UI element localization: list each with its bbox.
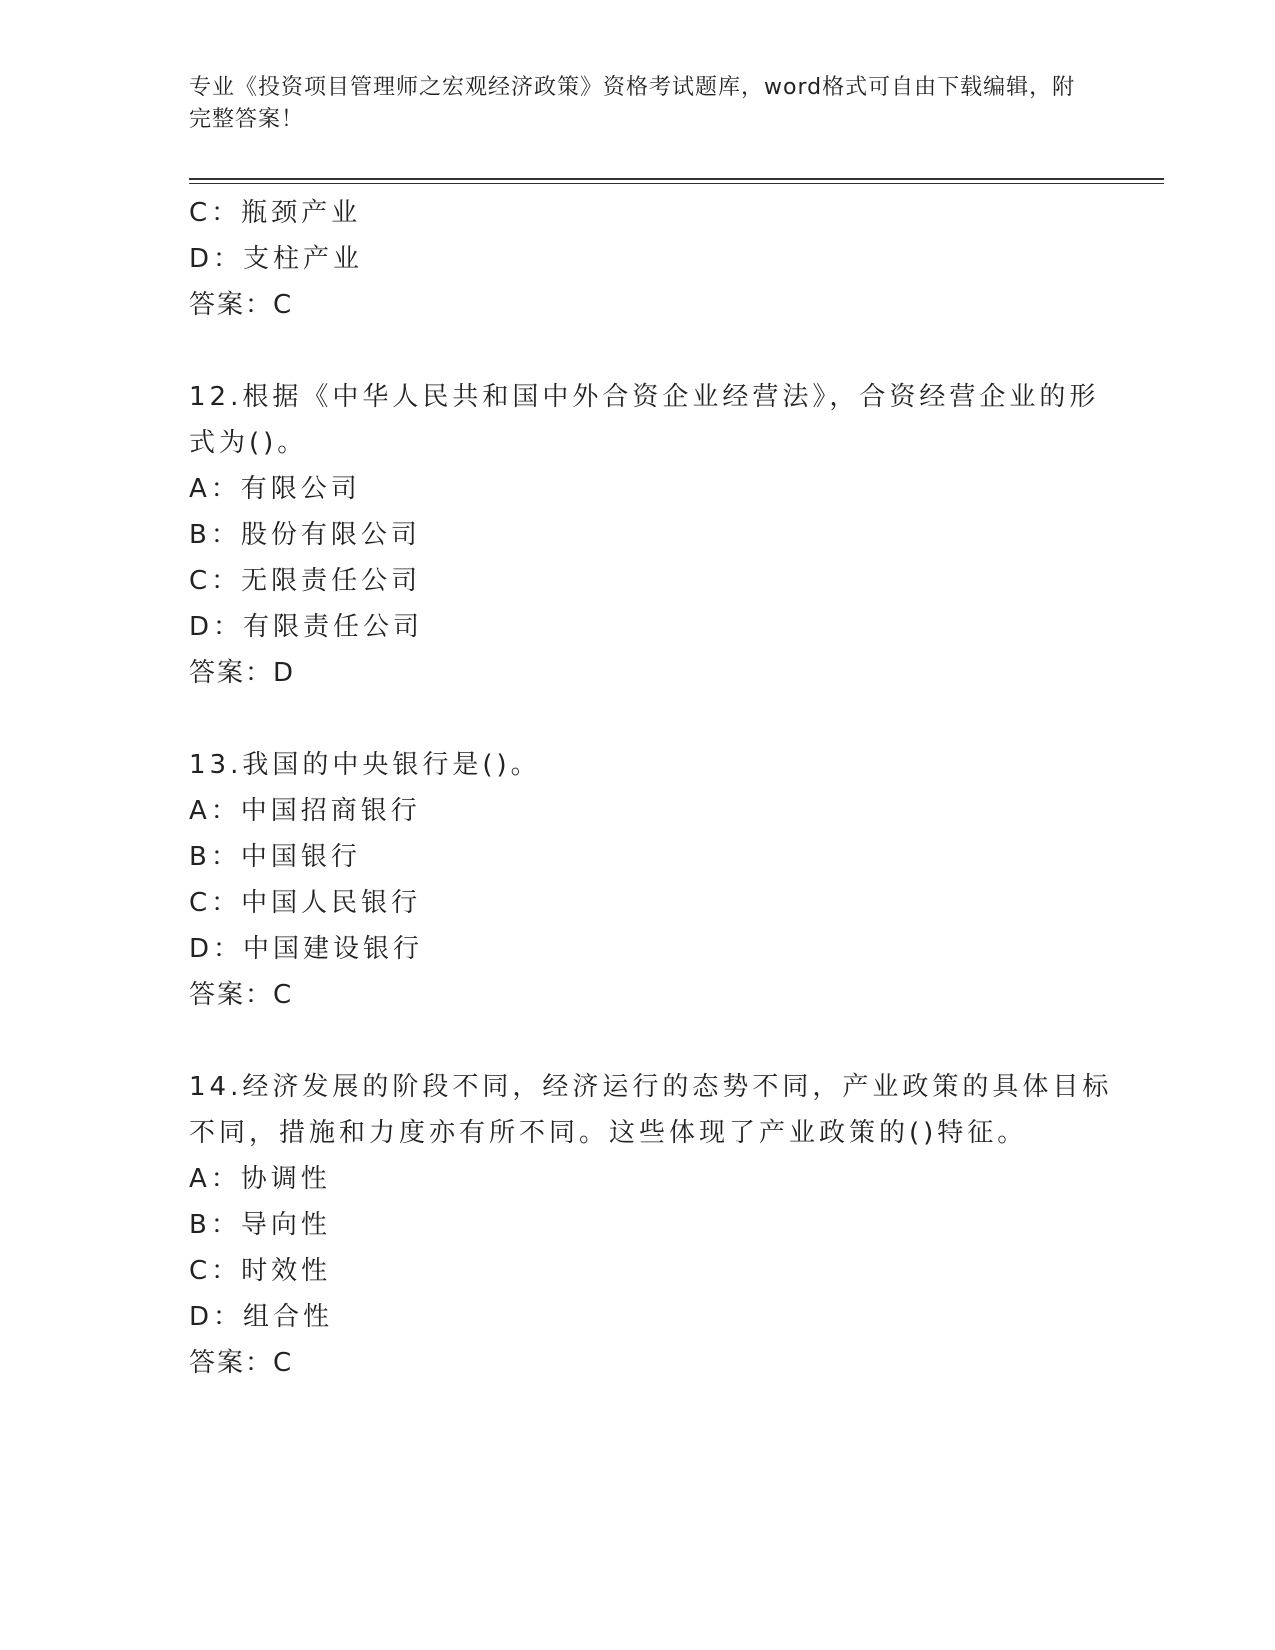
option-d: D：组合性 — [189, 1302, 334, 1332]
option-a: A：中国招商银行 — [189, 796, 421, 826]
option-c: C：中国人民银行 — [189, 888, 422, 918]
option-d: D：有限责任公司 — [189, 612, 424, 642]
option-b: B：股份有限公司 — [189, 520, 421, 550]
answer: 答案：C — [189, 980, 294, 1010]
option-d: D：支柱产业 — [189, 244, 364, 274]
question-14-text-cont: 不同，措施和力度亦有所不同。这些体现了产业政策的()特征。 — [189, 1118, 1028, 1148]
option-a: A：有限公司 — [189, 474, 361, 504]
option-d: D：中国建设银行 — [189, 934, 424, 964]
question-12-text-cont: 式为()。 — [189, 428, 308, 458]
header-rule-thick — [189, 178, 1164, 180]
header-rule-thin — [189, 183, 1164, 184]
answer: 答案：C — [189, 290, 294, 320]
option-b: B：中国银行 — [189, 842, 361, 872]
question-13-text: 13.我国的中央银行是()。 — [189, 750, 541, 780]
option-c: C：无限责任公司 — [189, 566, 422, 596]
question-14-text: 14.经济发展的阶段不同，经济运行的态势不同，产业政策的具体目标 — [189, 1072, 1113, 1102]
answer: 答案：D — [189, 658, 296, 688]
option-c: C：时效性 — [189, 1256, 332, 1286]
document-header: 专业《投资项目管理师之宏观经济政策》资格考试题库，word格式可自由下载编辑，附完整答案！ — [189, 75, 1076, 132]
option-b: B：导向性 — [189, 1210, 331, 1240]
option-a: A：协调性 — [189, 1164, 331, 1194]
option-c: C：瓶颈产业 — [189, 198, 362, 228]
answer: 答案：C — [189, 1348, 294, 1378]
question-content — [189, 190, 1113, 1386]
question-12-text: 12.根据《中华人民共和国中外合资企业经营法》，合资经营企业的形 — [189, 382, 1100, 412]
